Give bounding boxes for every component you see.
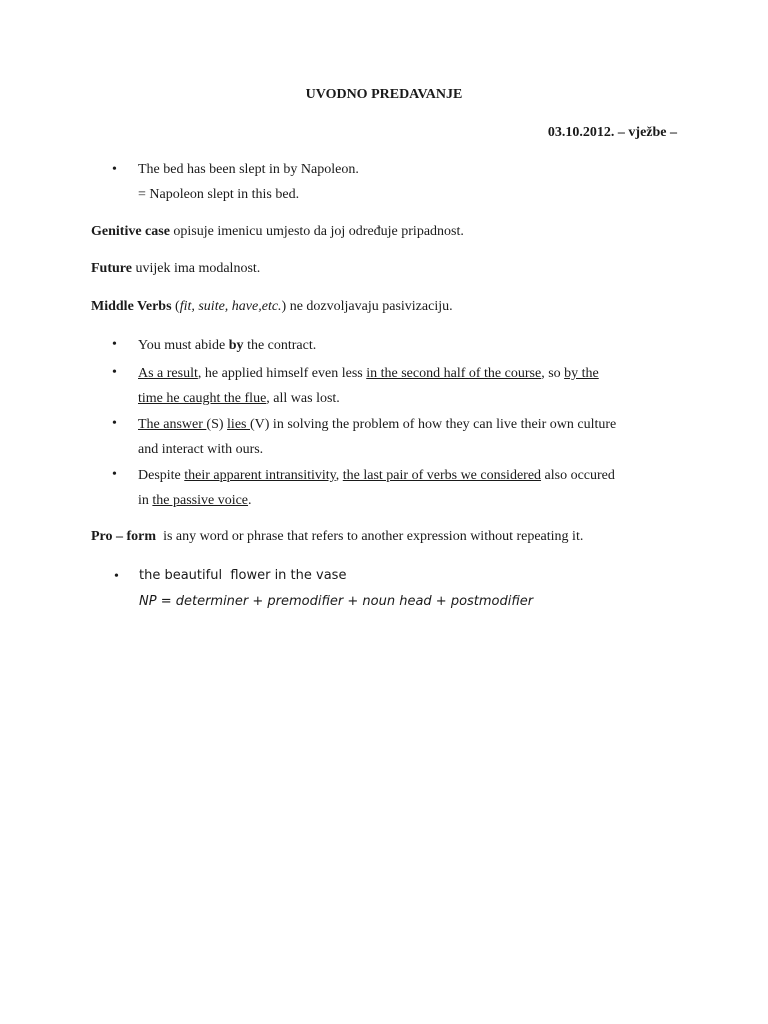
list-item [138, 333, 678, 358]
future-term: Future [91, 261, 132, 276]
underlined-run: in the second half of the course [366, 366, 542, 381]
example-sentence: The bed has been slept in by Napoleon. [138, 162, 359, 177]
proform-paragraph [91, 527, 711, 547]
text-run: , all was lost. [266, 391, 340, 406]
text-run: . [248, 493, 252, 508]
text-run: and interact with ours. [138, 442, 264, 457]
underlined-run: As a result [138, 366, 198, 381]
bullet-marker: • [112, 337, 117, 352]
underlined-run: by the [564, 366, 599, 381]
text-run: in [138, 493, 153, 508]
bullet-marker: • [112, 365, 117, 380]
underlined-run: The answer [138, 417, 207, 432]
middle-verbs-text: ) ne dozvoljavaju pasivizaciju. [281, 299, 453, 314]
text-run: , he applied himself even less [197, 366, 367, 381]
text-run: the contract. [243, 338, 317, 353]
paren-open: ( [171, 299, 180, 314]
bullet-marker: • [114, 569, 119, 584]
future-text: uvijek ima modalnost. [131, 261, 261, 276]
underlined-run: the last pair of verbs we considered [342, 468, 542, 483]
date-line: 03.10.2012. – vježbe – [547, 125, 677, 140]
text-run: Despite [138, 468, 185, 483]
np-formula: NP = determiner + premodifier + noun head + postmodifier [139, 594, 534, 609]
np-example: the beautiful flower in the vase [139, 568, 347, 583]
bullet-marker: • [112, 162, 117, 177]
middle-verbs-term: Middle Verbs [91, 299, 172, 314]
list-item [138, 412, 678, 462]
text-run: also occured [541, 468, 615, 483]
text-run: , [335, 468, 343, 483]
underlined-run: time he caught the flue [138, 391, 267, 406]
list-item [138, 361, 678, 411]
middle-verbs-paragraph [91, 297, 691, 317]
proform-term: Pro – form [91, 529, 157, 544]
bold-run: by [228, 338, 244, 353]
future-paragraph [91, 259, 691, 279]
text-run: (S) [206, 417, 228, 432]
text-run: , so [541, 366, 565, 381]
text-run: You must abide [138, 338, 229, 353]
genitive-text: opisuje imenicu umjesto da joj određuje pripadnost. [169, 224, 464, 239]
bullet-marker: • [112, 467, 117, 482]
underlined-run: the passive voice [152, 493, 249, 508]
underlined-run: lies [227, 417, 250, 432]
text-run: (V) in solving the problem of how they can live their own culture [250, 417, 617, 432]
genitive-paragraph [91, 222, 691, 242]
middle-verbs-examples: fit, suite, have,etc. [179, 299, 282, 314]
bullet-marker: • [112, 416, 117, 431]
example-paraphrase: = Napoleon slept in this bed. [138, 187, 300, 202]
list-item [138, 463, 678, 513]
underlined-run: their apparent intransitivity [184, 468, 336, 483]
document-title: UVODNO PREDAVANJE [305, 87, 463, 102]
genitive-term: Genitive case [91, 224, 170, 239]
proform-text: is any word or phrase that refers to another expression without repeating it. [156, 529, 584, 544]
